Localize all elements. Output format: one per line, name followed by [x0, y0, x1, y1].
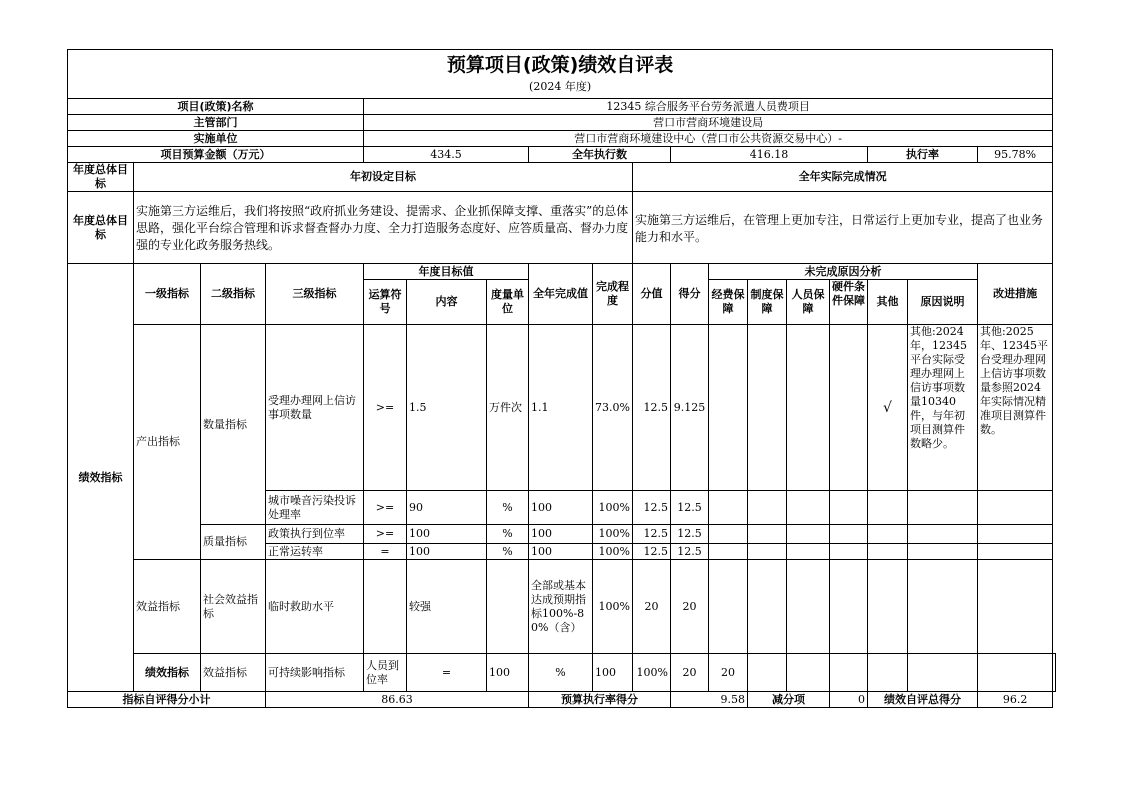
- budget-amount-label: 项目预算金额（万元）: [68, 147, 364, 163]
- lvl2-quantity: 数量指标: [201, 325, 266, 525]
- col-r-sys: 制度保障: [748, 280, 787, 325]
- perf-indicator-label-2: 绩效指标: [134, 654, 201, 692]
- col-r-staff: 人员保障: [787, 280, 830, 325]
- r5-r-other: [868, 560, 908, 654]
- r1-lvl3: 受理办理网上信访事项数量: [266, 325, 364, 491]
- project-name-label: 项目(政策)名称: [68, 99, 364, 115]
- r5-improve: [978, 560, 1053, 654]
- r4-lvl3: 正常运转率: [266, 544, 364, 560]
- r1-r-hw: [830, 325, 868, 491]
- r3-r-other: [868, 525, 908, 544]
- r3-r-staff: [787, 525, 830, 544]
- r3-score-value: 12.5: [633, 525, 671, 544]
- rate-label: 执行率: [868, 147, 978, 163]
- col-r-fund: 经费保障: [709, 280, 748, 325]
- actual-result-text: 实施第三方运维后，在管理上更加专注，日常运行上更加专业，提高了也业务能力和水平。: [633, 192, 1053, 264]
- r6-op: =: [407, 654, 487, 692]
- r2-r-other: [868, 491, 908, 525]
- lvl2-social: 社会效益指标: [201, 560, 266, 654]
- r3-content: 100: [407, 525, 487, 544]
- r3-improve: [978, 525, 1053, 544]
- initial-goal-text: 实施第三方运维后，我们将按照“政府抓业务建设、提需求、企业抓保障支撑、重落实”的总体思路，强化平台综合管理和诉求督查督办力度、全力打造服务态度好、应答质量高、督办力度强的专业化政务服务热线。: [134, 192, 633, 264]
- r3-lvl3: 政策执行到位率: [266, 525, 364, 544]
- r1-degree: 73.0%: [593, 325, 633, 491]
- r2-score: 12.5: [671, 491, 709, 525]
- sheet-year: (2024 年度): [68, 77, 1053, 99]
- r2-r-staff: [787, 491, 830, 525]
- r6-lvl3: 人员到位率: [364, 654, 407, 692]
- r4-op: =: [364, 544, 407, 560]
- r4-r-other: [868, 544, 908, 560]
- r6-r-sys: [787, 654, 830, 692]
- r6-actual: 100: [593, 654, 633, 692]
- col-lvl1: 一级指标: [134, 264, 201, 325]
- r2-score-value: 12.5: [633, 491, 671, 525]
- r3-unit: %: [487, 525, 529, 544]
- r5-r-staff: [787, 560, 830, 654]
- deduct-value: 0: [830, 692, 868, 708]
- r4-score: 12.5: [671, 544, 709, 560]
- r5-r-hw: [830, 560, 868, 654]
- unit-label: 实施单位: [68, 131, 364, 147]
- col-target-group: 年度目标值: [364, 264, 529, 280]
- sheet-title: 预算项目(政策)绩效自评表: [68, 50, 1053, 77]
- col-score-value: 分值: [633, 264, 671, 325]
- col-r-desc: 原因说明: [908, 280, 978, 325]
- budget-score-value: 9.58: [671, 692, 748, 708]
- r3-degree: 100%: [593, 525, 633, 544]
- r2-op: >=: [364, 491, 407, 525]
- r6-r-staff: [830, 654, 868, 692]
- r4-content: 100: [407, 544, 487, 560]
- r5-lvl3: 临时救助水平: [266, 560, 364, 654]
- r1-r-fund: [709, 325, 748, 491]
- col-unit: 度量单位: [487, 280, 529, 325]
- r6-reason-desc: [978, 654, 1053, 692]
- deduct-label: 减分项: [748, 692, 830, 708]
- r1-actual: 1.1: [529, 325, 593, 491]
- r2-content: 90: [407, 491, 487, 525]
- r4-r-staff: [787, 544, 830, 560]
- r3-reason-desc: [908, 525, 978, 544]
- r2-r-hw: [830, 491, 868, 525]
- r2-actual: 100: [529, 491, 593, 525]
- exec-value: 416.18: [671, 147, 868, 163]
- col-score: 得分: [671, 264, 709, 325]
- r4-degree: 100%: [593, 544, 633, 560]
- r2-degree: 100%: [593, 491, 633, 525]
- project-name-value: 12345 综合服务平台劳务派遣人员费项目: [364, 99, 1053, 115]
- r2-r-sys: [748, 491, 787, 525]
- r6-improve: [1053, 654, 1056, 692]
- r1-r-other-check: √: [868, 325, 908, 491]
- lvl1-benefit-2: 效益指标: [201, 654, 266, 692]
- col-op: 运算符号: [364, 280, 407, 325]
- col-degree: 完成程度: [593, 264, 633, 325]
- r3-r-hw: [830, 525, 868, 544]
- r5-score: 20: [671, 560, 709, 654]
- col-r-hw: 硬件条件保障: [830, 280, 868, 325]
- dept-value: 营口市营商环境建设局: [364, 115, 1053, 131]
- r6-score: 20: [709, 654, 748, 692]
- r5-content: 较强: [407, 560, 487, 654]
- subtotal-value: 86.63: [266, 692, 529, 708]
- r3-score: 12.5: [671, 525, 709, 544]
- r4-reason-desc: [908, 544, 978, 560]
- unit-value: 营口市营商环境建设中心（营口市公共资源交易中心）-: [364, 131, 1053, 147]
- r6-r-fund: [748, 654, 787, 692]
- r1-r-sys: [748, 325, 787, 491]
- exec-label: 全年执行数: [529, 147, 671, 163]
- r5-unit: [487, 560, 529, 654]
- initial-goal-header: 年初设定目标: [134, 163, 633, 192]
- r5-degree: 100%: [593, 560, 633, 654]
- r4-actual: 100: [529, 544, 593, 560]
- r2-improve: [978, 491, 1053, 525]
- r6-content: 100: [487, 654, 529, 692]
- col-lvl3: 三级指标: [266, 264, 364, 325]
- goal-label-2: 年度总体目标: [68, 192, 134, 264]
- col-reason-group: 未完成原因分析: [709, 264, 978, 280]
- col-lvl2: 二级指标: [201, 264, 266, 325]
- r3-r-fund: [709, 525, 748, 544]
- r1-r-staff: [787, 325, 830, 491]
- r6-degree: 100%: [633, 654, 671, 692]
- col-actual: 全年完成值: [529, 264, 593, 325]
- r1-unit: 万件次: [487, 325, 529, 491]
- evaluation-sheet: [67, 49, 1056, 708]
- budget-score-label: 预算执行率得分: [529, 692, 671, 708]
- r4-score-value: 12.5: [633, 544, 671, 560]
- lvl2-sustain: 可持续影响指标: [266, 654, 364, 692]
- total-label: 绩效自评总得分: [868, 692, 978, 708]
- r6-r-hw: [868, 654, 908, 692]
- evaluation-table: [67, 49, 1056, 708]
- r2-lvl3: 城市噪音污染投诉处理率: [266, 491, 364, 525]
- total-value: 96.2: [978, 692, 1053, 708]
- col-content: 内容: [407, 280, 487, 325]
- r6-unit: %: [529, 654, 593, 692]
- lvl1-benefit: 效益指标: [134, 560, 201, 654]
- budget-amount-value: 434.5: [364, 147, 529, 163]
- perf-indicator-label: 绩效指标: [68, 264, 134, 692]
- r5-score-value: 20: [633, 560, 671, 654]
- r5-op: [364, 560, 407, 654]
- r5-r-fund: [709, 560, 748, 654]
- r5-actual: 全部或基本达成预期指标100%-80%（含）: [529, 560, 593, 654]
- r1-reason-desc: 其他:2024年，12345平台实际受理办理网上信访事项数量10340件，与年初项目测算件数略少。: [908, 325, 978, 491]
- r2-r-fund: [709, 491, 748, 525]
- goal-label-1: 年度总体目标: [68, 163, 134, 192]
- r1-score: 9.125: [671, 325, 709, 491]
- r3-r-sys: [748, 525, 787, 544]
- r6-r-other: [908, 654, 978, 692]
- r5-r-sys: [748, 560, 787, 654]
- r4-r-hw: [830, 544, 868, 560]
- r1-content: 1.5: [407, 325, 487, 491]
- r3-actual: 100: [529, 525, 593, 544]
- actual-result-header: 全年实际完成情况: [633, 163, 1053, 192]
- r3-op: >=: [364, 525, 407, 544]
- r1-improve: 其他:2025年、12345平台受理办理网上信访事项数量参照2024年实际情况精准项目测算件数。: [978, 325, 1053, 491]
- col-r-other: 其他: [868, 280, 908, 325]
- r2-unit: %: [487, 491, 529, 525]
- r4-r-sys: [748, 544, 787, 560]
- rate-value: 95.78%: [978, 147, 1053, 163]
- r4-improve: [978, 544, 1053, 560]
- r2-reason-desc: [908, 491, 978, 525]
- lvl2-quality: 质量指标: [201, 525, 266, 560]
- col-improve: 改进措施: [978, 264, 1053, 325]
- r1-op: >=: [364, 325, 407, 491]
- subtotal-label: 指标自评得分小计: [68, 692, 266, 708]
- r5-reason-desc: [908, 560, 978, 654]
- r4-r-fund: [709, 544, 748, 560]
- dept-label: 主管部门: [68, 115, 364, 131]
- r4-unit: %: [487, 544, 529, 560]
- r1-score-value: 12.5: [633, 325, 671, 491]
- r6-score-value: 20: [671, 654, 709, 692]
- lvl1-output: 产出指标: [134, 325, 201, 560]
